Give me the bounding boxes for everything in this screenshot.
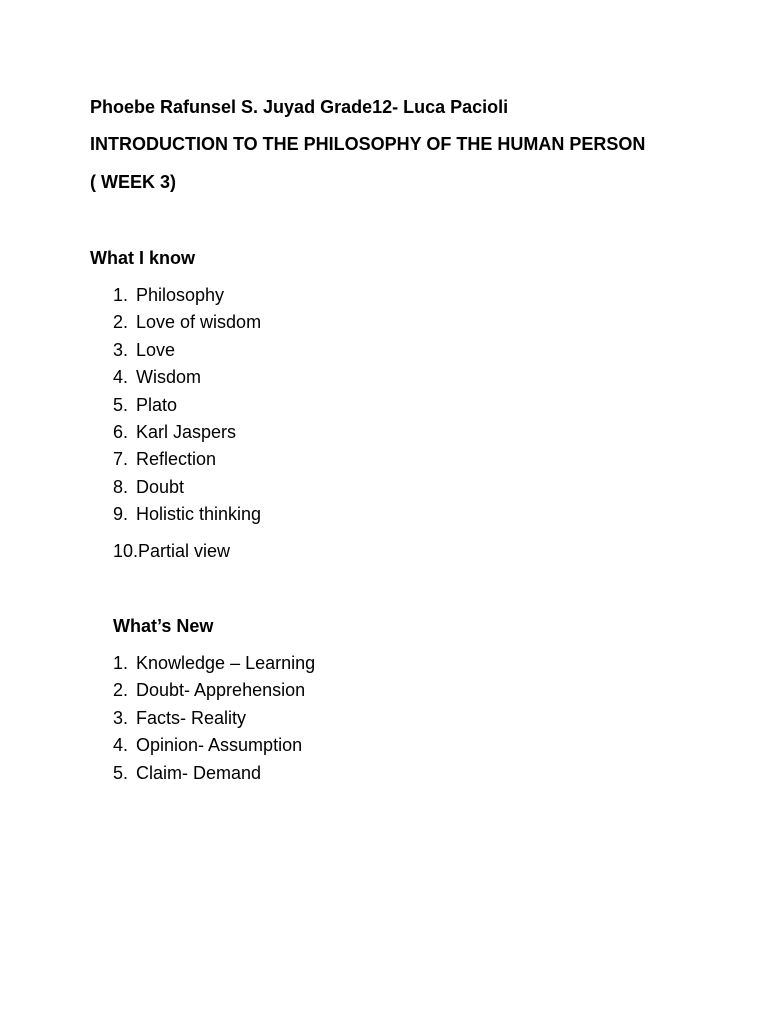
list-text: Plato: [136, 394, 178, 415]
list-number: 5.: [113, 394, 129, 415]
list-text: Reflection: [136, 449, 217, 470]
subject-title: INTRODUCTION TO THE PHILOSOPHY OF THE HUMAN PERSON: [90, 134, 646, 154]
list-number: 5.: [113, 762, 129, 783]
student-name-line: Phoebe Rafunsel S. Juyad Grade12- Luca Pacioli: [90, 97, 509, 117]
list-text: Doubt: [136, 476, 185, 497]
list-number: 1.: [113, 653, 129, 673]
list-text: Doubt- Apprehension: [136, 680, 306, 701]
list-number: 4.: [113, 735, 129, 756]
what-i-know-heading: What I know: [90, 248, 195, 268]
list-text: Facts- Reality: [136, 707, 247, 728]
list-text: Opinion- Assumption: [136, 735, 303, 756]
list-number: 6.: [113, 421, 129, 442]
list-number: 7.: [113, 449, 129, 470]
list-number: 2.: [113, 680, 129, 701]
list-text: Karl Jaspers: [136, 421, 237, 442]
list-number: 1.: [113, 285, 129, 305]
list-text: Love: [136, 339, 176, 360]
list-number: 4.: [113, 367, 129, 388]
list-text: Philosophy: [136, 285, 225, 305]
what-i-know-item-10: 10.Partial view: [113, 541, 231, 561]
list-number: 9.: [113, 504, 129, 525]
list-number: 3.: [113, 339, 129, 360]
list-text: Claim- Demand: [136, 762, 262, 783]
list-text: Knowledge – Learning: [136, 653, 316, 673]
list-number: 8.: [113, 476, 129, 497]
list-text: Love of wisdom: [136, 312, 262, 333]
list-number: 2.: [113, 312, 129, 333]
whats-new-heading: What’s New: [113, 616, 214, 636]
list-text: Holistic thinking: [136, 504, 262, 525]
list-text: Wisdom: [136, 367, 202, 388]
week-label: ( WEEK 3): [90, 172, 177, 192]
list-number: 3.: [113, 707, 129, 728]
